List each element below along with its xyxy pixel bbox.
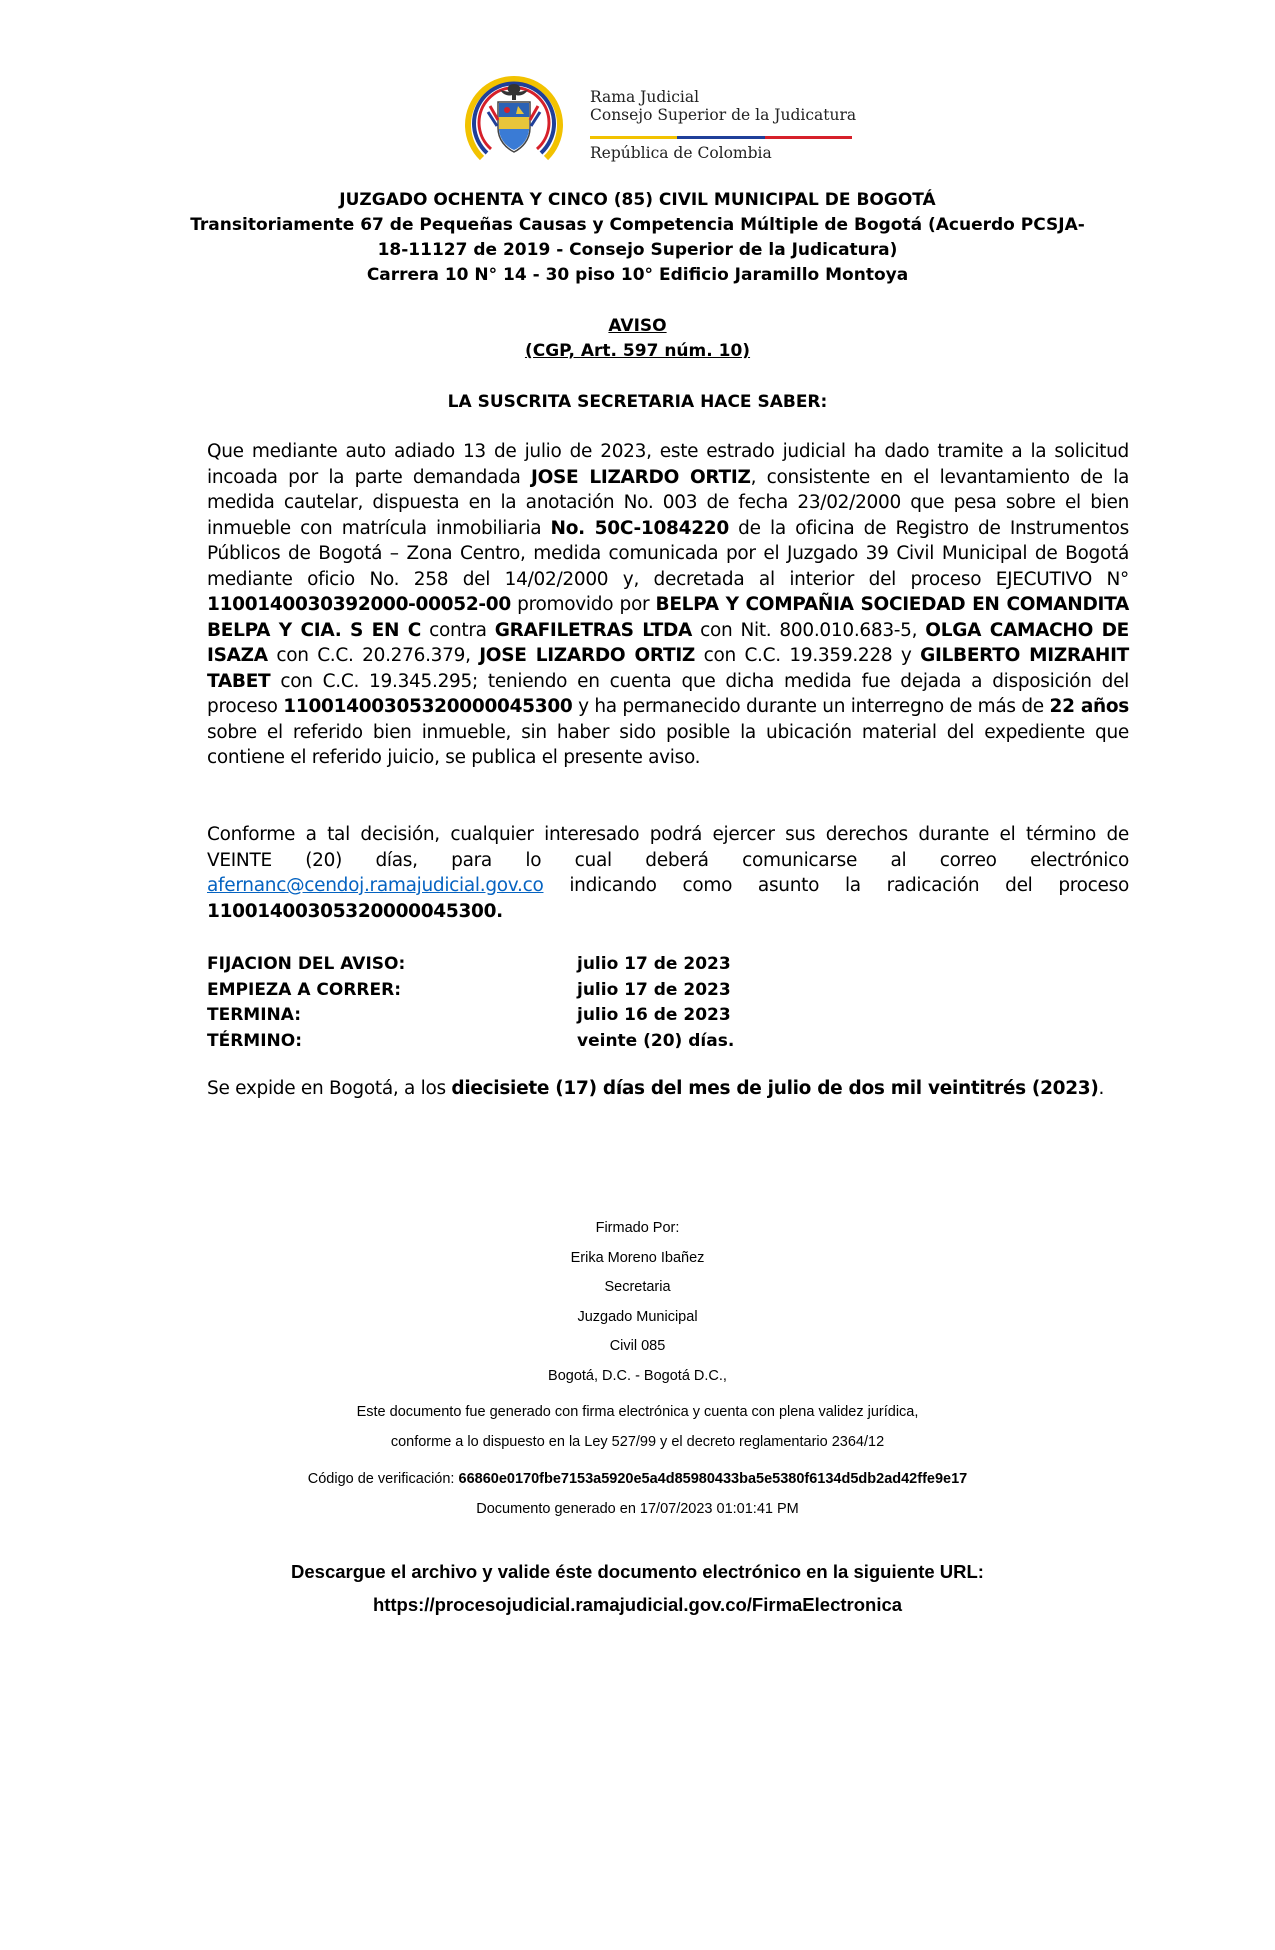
rama-judicial-logo — [460, 70, 860, 170]
defendant-name: GILBERTO MIZRAHIT TABET — [207, 645, 1130, 692]
notice-subtitle: (CGP, Art. 597 núm. 10) — [524, 341, 751, 361]
process-number: 11001400305320000045300. — [207, 900, 503, 922]
legal-line: conforme a lo dispuesto en la Ley 527/99 y el decreto reglamentario 2364/12 — [390, 1433, 885, 1450]
notice-title-block — [160, 314, 1115, 364]
court-transitional-line-1: Transitoriamente 67 de Pequeñas Causas y Competencia Múltiple de Bogotá (Acuerdo PCSJA- — [190, 215, 1085, 235]
process-number: 11001400305320000045300 — [283, 696, 573, 717]
verification-block — [160, 1465, 1115, 1524]
property-registration: No. 50C-1084220 — [550, 517, 729, 539]
organization-name — [590, 88, 856, 124]
notice-title: AVISO — [608, 316, 667, 336]
verification-code: 66860e0170fbe7153a5920e5a4d85980433ba5e5380f6134d5db2ad42ffe9e17 — [458, 1471, 968, 1487]
validation-url[interactable]: https://procesojudicial.ramajudicial.gov.co/FirmaElectronica — [372, 1594, 903, 1615]
download-instructions — [160, 1555, 1115, 1621]
date-row — [207, 1029, 877, 1055]
defendant-name: OLGA CAMACHO DE ISAZA — [207, 619, 1129, 666]
electronic-signature-legal — [160, 1398, 1115, 1457]
generated-timestamp: Documento generado en 17/07/2023 01:01:41 PM — [476, 1500, 799, 1517]
org-line-consejo: Consejo Superior de la Judicatura — [590, 106, 857, 124]
court-address: Carrera 10 N° 14 - 30 piso 10° Edificio Jaramillo Montoya — [366, 265, 909, 285]
legal-line: Este documento fue generado con firma electrónica y cuenta con plena validez jurídica, — [356, 1404, 919, 1420]
process-number: 1100140030392000-00052-00 — [207, 594, 511, 615]
party-name: JOSE LIZARDO ORTIZ — [531, 466, 751, 488]
signature-block — [160, 1214, 1115, 1391]
contact-email-link[interactable]: afernanc@cendoj.ramajudicial.gov.co — [207, 875, 544, 896]
verification-label: Código de verificación: — [307, 1471, 459, 1487]
issued-statement: Se expide en Bogotá, a los diecisiete (17) días del mes de julio de dos mil veintitrés (2023). — [207, 1078, 1105, 1099]
court-heading — [160, 188, 1115, 288]
flag-color-bar — [590, 136, 852, 139]
court-type: Juzgado Municipal — [577, 1308, 698, 1325]
notice-body-paragraph: Que mediante auto adiado 13 de julio de 2023, este estrado judicial ha dado tramite a la solicitud incoada por la parte demandada JOSE LIZARDO ORTIZ, consistente en el levantamiento de la medida cautelar, dispuesta en la anotación No. 003 de fecha 23/02/2000 que pesa sobre el bien inmueble con matrícula inmobiliaria No. 50C-1084220 de la oficina de Registro de Instrumentos Públicos de Bogotá – Zona Centro, medida comunicada por el Juzgado 39 Civil Municipal de Bogotá mediante oficio No. 258 del 14/02/2000 y, decretada al interior del proceso EJECUTIVO N° 1100140030392000-00052-00 promovido por BELPA Y COMPAÑIA SOCIEDAD EN COMANDITA BELPA Y CIA. S EN C contra GRAFILETRAS LTDA con Nit. 800.010.683-5, OLGA CAMACHO DE ISAZA con C.C. 20.276.379, JOSE LIZARDO ORTIZ con C.C. 19.359.228 y GILBERTO MIZRAHIT TABET con C.C. 19.345.295; teniendo en cuenta que dicha medida fue dejada a disposición del proceso 11001400305320000045300 y ha permanecido durante un interregno de más de 22 años sobre el referido bien inmueble, sin haber sido posible la ubicación material del expediente que contiene el referido juicio, se publica el presente aviso. — [207, 441, 1130, 768]
date-label: FIJACION DEL AVISO: — [207, 954, 406, 974]
signer-role: Secretaria — [604, 1279, 671, 1295]
date-value: julio 17 de 2023 — [577, 954, 731, 974]
date-value: julio 17 de 2023 — [577, 979, 731, 1000]
court-number: Civil 085 — [609, 1338, 666, 1354]
issued-date: diecisiete (17) días del mes de julio de dos mil veintitrés (2023) — [451, 1078, 1099, 1099]
date-value: veinte (20) días. — [577, 1030, 735, 1051]
defendant-name: JOSE LIZARDO ORTIZ — [479, 645, 696, 666]
date-label: EMPIEZA A CORRER: — [207, 979, 402, 1000]
org-line-rama: Rama Judicial — [590, 88, 700, 106]
date-label: TÉRMINO: — [207, 1030, 303, 1051]
secretary-announcement: LA SUSCRITA SECRETARIA HACE SABER: — [447, 392, 828, 412]
org-line-republica: República de Colombia — [590, 144, 772, 162]
notice-dates — [207, 952, 877, 1054]
signer-name: Erika Moreno Ibañez — [570, 1249, 705, 1266]
date-value: julio 16 de 2023 — [577, 1005, 731, 1025]
date-row — [207, 978, 877, 1004]
date-row — [207, 952, 877, 978]
date-row — [207, 1003, 877, 1029]
court-city: Bogotá, D.C. - Bogotá D.C., — [548, 1367, 727, 1384]
date-label: TERMINA: — [207, 1005, 302, 1025]
court-name: JUZGADO OCHENTA Y CINCO (85) CIVIL MUNICIPAL DE BOGOTÁ — [339, 190, 936, 210]
duration: 22 años — [1049, 696, 1129, 717]
notice-rights-paragraph: Conforme a tal decisión, cualquier interesado podrá ejercer sus derechos durante el término de VEINTE (20) días, para lo cual deberá comunicarse al correo electrónico afernanc@cendoj.ramajudicial.gov.co indicando como asunto la radicación del proceso 11001400305320000045300. — [207, 824, 1129, 922]
download-text: Descargue el archivo y valide éste documento electrónico en la siguiente URL: — [291, 1561, 984, 1582]
plaintiff-name: BELPA Y COMPAÑIA SOCIEDAD EN COMANDITA BELPA Y CIA. S EN C — [207, 594, 1129, 641]
defendant-name: GRAFILETRAS LTDA — [494, 619, 693, 641]
court-transitional-line-2: 18-11127 de 2019 - Consejo Superior de la Judicatura) — [377, 240, 898, 260]
signed-by-label: Firmado Por: — [595, 1220, 680, 1236]
coat-of-arms-icon — [460, 70, 568, 170]
